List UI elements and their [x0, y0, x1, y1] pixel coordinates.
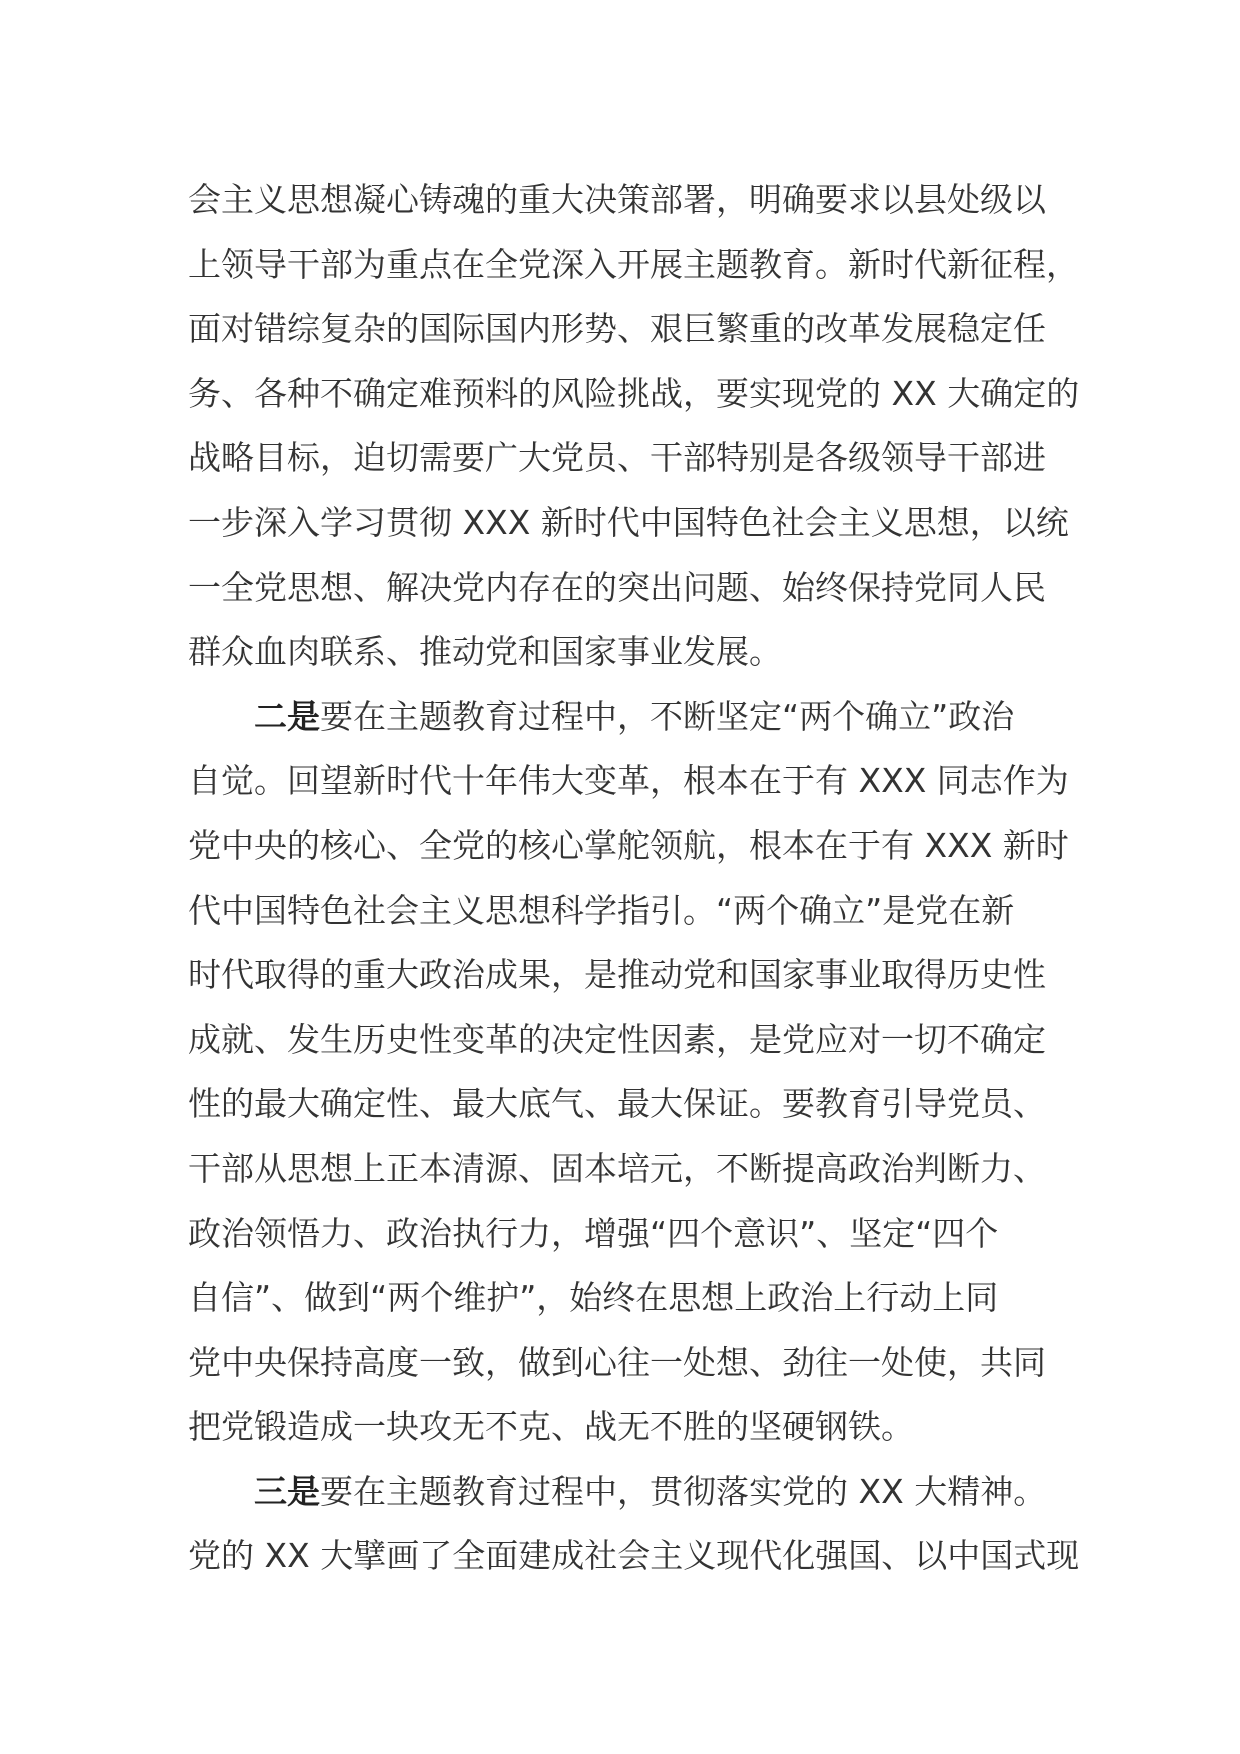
text-line: 上领导干部为重点在全党深入开展主题教育。新时代新征程， [188, 244, 1079, 284]
text-line: 性的最大确定性、最大底气、最大保证。要教育引导党员、 [188, 1084, 1046, 1124]
text-line: 面对错综复杂的国际国内形势、艰巨繁重的改革发展稳定任 [188, 309, 1046, 349]
paragraph-1 [188, 168, 1080, 685]
paragraph-lead: 三是 [254, 1471, 320, 1511]
text-line: 党中央保持高度一致，做到心往一处想、劲往一处使，共同 [188, 1342, 1046, 1382]
paragraph-lead: 二是 [254, 696, 320, 736]
body-text [188, 168, 1080, 1589]
text-line: 干部从思想上正本清源、固本培元，不断提高政治判断力、 [188, 1148, 1046, 1188]
text-line: 时代取得的重大政治成果，是推动党和国家事业取得历史性 [188, 955, 1046, 995]
text-line: 自信”、做到“两个维护”，始终在思想上政治上行动上同 [188, 1278, 999, 1318]
text-line: 把党锻造成一块攻无不克、战无不胜的坚硬钢铁。 [188, 1407, 914, 1447]
paragraph-first-line [188, 1460, 1068, 1525]
text-line: 会主义思想凝心铸魂的重大决策部署，明确要求以县处级以 [188, 180, 1046, 219]
text-line: 一全党思想、解决党内存在的突出问题、始终保持党同人民 [188, 567, 1046, 607]
paragraph-3 [188, 1460, 1080, 1589]
text-line: 一步深入学习贯彻 XXX 新时代中国特色社会主义思想，以统 [188, 502, 1069, 542]
text-line: 群众血肉联系、推动党和国家事业发展。 [188, 632, 782, 672]
text-line: 务、各种不确定难预料的风险挑战，要实现党的 XX 大确定的 [188, 373, 1080, 413]
text-line: 政治领悟力、政治执行力，增强“四个意识”、坚定“四个 [188, 1213, 999, 1253]
text-line: 党的 XX 大擘画了全面建成社会主义现代化强国、以中国式现 [188, 1536, 1080, 1576]
text-line: 党中央的核心、全党的核心掌舵领航，根本在于有 XXX 新时 [188, 825, 1069, 865]
paragraph-first-line-text: 要在主题教育过程中，贯彻落实党的 XX 大精神。 [320, 1471, 1047, 1511]
paragraph-2 [188, 685, 1068, 1460]
paragraph-first-line [188, 685, 1068, 750]
text-line: 战略目标，迫切需要广大党员、干部特别是各级领导干部进 [188, 438, 1046, 478]
text-line: 成就、发生历史性变革的决定性因素，是党应对一切不确定 [188, 1019, 1046, 1059]
text-line: 自觉。回望新时代十年伟大变革，根本在于有 XXX 同志作为 [188, 761, 1069, 801]
paragraph-first-line-text: 要在主题教育过程中，不断坚定“两个确立”政治 [320, 696, 1015, 736]
text-line: 代中国特色社会主义思想科学指引。“两个确立”是党在新 [188, 890, 1015, 930]
